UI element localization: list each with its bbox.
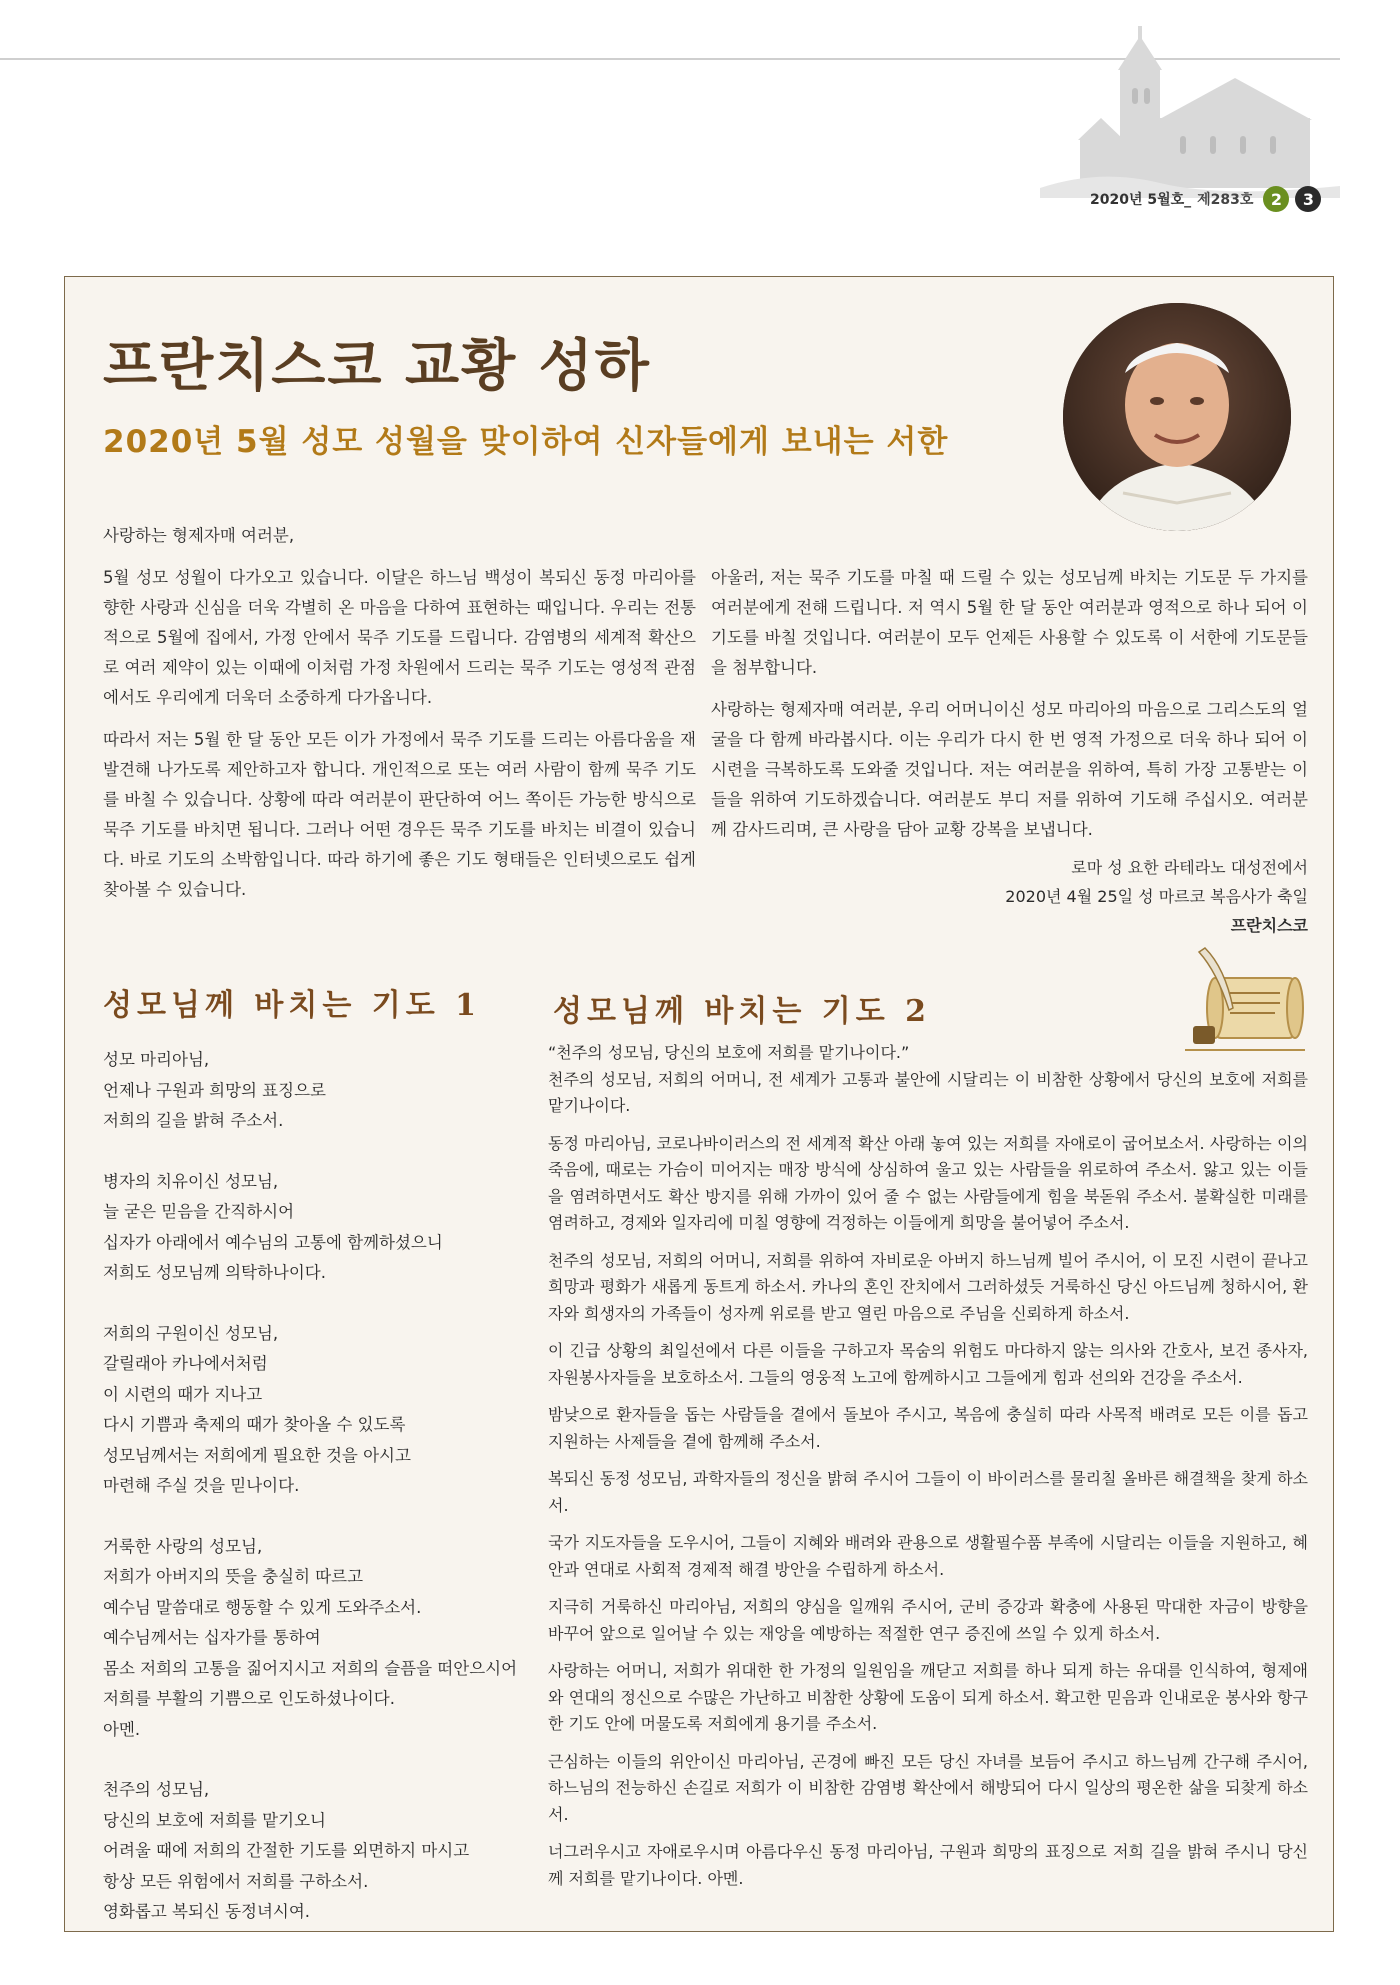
signature-place: 로마 성 요한 라테라노 대성전에서 [1071, 858, 1308, 877]
letter-paragraph: 사랑하는 형제자매 여러분, 우리 어머니이신 성모 마리아의 마음으로 그리스도의 얼굴을 다 함께 바라봅시다. 이는 우리가 다시 한 번 영적 가정으로 더욱 하나 되어 이 시련을 극복하도록 도와줄 것입니다. 저는 여러분을 위하여, 특히 가장 고통받는 이들을 위하여 기도하겠습니다. 여러분도 부디 저를 위하여 기도해 주십시오. 여러분께 감사드리며, 큰 사랑을 담아 교황 강복을 보냅니다. [711, 700, 1308, 839]
letter-left-column [103, 563, 696, 917]
greeting: 사랑하는 형제자매 여러분, [103, 526, 295, 545]
prayer2-opening-quote: “천주의 성모님, 당신의 보호에 저희를 맡기나이다.” [548, 1043, 910, 1062]
prayer1-line: 갈릴래아 카나에서처럼 [103, 1354, 268, 1373]
prayer2-paragraph: 동정 마리아님, 코로나바이러스의 전 세계적 확산 아래 놓여 있는 저희를 자애로이 굽어보소서. 사랑하는 이의 죽음에, 때로는 가슴이 미어지는 매장 방식에 상심하여 울고 있는 사람들을 위로하여 주소서. 앓고 있는 이들을 염려하면서도 확산 방지를 위해 가까이 있어 줄 수 없는 사람들에게 힘을 북돋워 주소서. 불확실한 미래를 염려하고, 경제와 일자리에 미칠 영향에 걱정하는 이들에게 희망을 불어넣어 주소서. [548, 1133, 1308, 1232]
prayer2-paragraph: 밤낮으로 환자들을 돕는 사람들을 곁에서 돌보아 주시고, 복음에 충실히 따라 사목적 배려로 모든 이를 돕고 지원하는 사제들을 곁에 함께해 주소서. [548, 1405, 1308, 1451]
pope-portrait [1063, 303, 1291, 531]
prayer1-line: 예수님께서는 십자가를 통하여 [103, 1628, 321, 1647]
prayer2-body [548, 1040, 1308, 1903]
prayer1-line: 성모님께서는 저희에게 필요한 것을 아시고 [103, 1445, 411, 1465]
prayer2-paragraph: 근심하는 이들의 위안이신 마리아님, 곤경에 빠진 모든 당신 자녀를 보듬어 주시고 하느님께 간구해 주시어, 하느님의 전능하신 손길로 저희가 이 비참한 감염병 확산에서 해방되어 다시 일상의 평온한 삶을 되찾게 하소서. [548, 1751, 1308, 1824]
prayer1-line: 성모 마리아님, [103, 1050, 210, 1069]
prayer1-line: 당신의 보호에 저희를 맡기오니 [103, 1810, 326, 1830]
prayer1-line: 저희도 성모님께 의탁하나이다. [103, 1263, 326, 1282]
prayer1-line: 거룩한 사랑의 성모님, [103, 1536, 263, 1556]
signature-name: 프란치스코 [1230, 916, 1308, 935]
issue-date: 2020년 5월호_ [1090, 192, 1192, 208]
prayer2-title: 성모님께 바치는 기도 2 [553, 994, 932, 1029]
prayer1-line: 저희가 아버지의 뜻을 충실히 따르고 [103, 1567, 364, 1586]
prayer2-paragraph: 천주의 성모님, 저희의 어머니, 저희를 위하여 자비로운 아버지 하느님께 빌어 주시어, 이 모진 시련이 끝나고 희망과 평화가 새롭게 동트게 하소서. 카나의 혼인 잔치에서 그러하셨듯 거룩하신 당신 아드님께 청하시어, 환자와 희생자의 가족들이 성자께 위로를 받고 열린 마음으로 주님을 신뢰하게 하소서. [548, 1250, 1308, 1323]
article-title: 프란치스코 교황 성하 [103, 334, 651, 399]
prayer1-line: 이 시련의 때가 지나고 [103, 1384, 263, 1404]
page-number-right: 3 [1295, 186, 1321, 212]
letter-paragraph: 따라서 저는 5월 한 달 동안 모든 이가 가정에서 묵주 기도를 드리는 아름다움을 재발견해 나가도록 제안하고자 합니다. 개인적으로 또는 여러 사람이 함께 묵주 기도를 바칠 수 있습니다. 상황에 따라 여러분이 판단하여 어느 쪽이든 가능한 방식으로 묵주 기도를 바치면 됩니다. 그러나 어떤 경우든 묵주 기도를 바치는 비결이 있습니다. 바로 기도의 소박함입니다. 따라 하기에 좋은 기도 형태들은 인터넷으로도 쉽게 찾아볼 수 있습니다. [103, 730, 696, 899]
prayer2-paragraph: 이 긴급 상황의 최일선에서 다른 이들을 구하고자 목숨의 위험도 마다하지 않는 의사와 간호사, 보건 종사자, 자원봉사자들을 보호하소서. 그들의 영웅적 노고에 함께하시고 그들에게 힘과 선의와 건강을 주소서. [548, 1341, 1308, 1387]
prayer1-line: 항상 모든 위험에서 저희를 구하소서. [103, 1871, 369, 1891]
prayer2-paragraph: 사랑하는 어머니, 저희가 위대한 한 가정의 일원임을 깨닫고 저희를 하나 되게 하는 유대를 인식하여, 형제애와 연대의 정신으로 수많은 가난하고 비참한 상황에 도움이 되게 하소서. 확고한 믿음과 인내로운 봉사와 항구한 기도 안에 머물도록 저희에게 용기를 주소서. [548, 1661, 1308, 1733]
prayer1-line: 영화롭고 복되신 동정녀시여. [103, 1902, 311, 1921]
signature-date: 2020년 4월 25일 성 마르코 복음사가 축일 [1005, 887, 1308, 906]
church-illustration-icon [1040, 18, 1340, 198]
signature-block [1005, 853, 1308, 940]
letter-right-column [711, 563, 1308, 857]
prayer1-line: 병자의 치유이신 성모님, [103, 1171, 279, 1191]
article-subtitle: 2020년 5월 성모 성월을 맞이하여 신자들에게 보내는 서한 [103, 424, 949, 460]
prayer2-paragraph: 국가 지도자들을 도우시어, 그들이 지혜와 배려와 관용으로 생활필수품 부족에 시달리는 이들을 지원하고, 혜안과 연대로 사회적 경제적 해결 방안을 수립하게 하소서. [548, 1533, 1308, 1579]
prayer1-line: 천주의 성모님, [103, 1780, 210, 1799]
prayer1-stanza [103, 1167, 543, 1289]
prayer1-title: 성모님께 바치는 기도 1 [103, 988, 482, 1023]
prayer1-line: 십자가 아래에서 예수님의 고통에 함께하셨으니 [103, 1232, 443, 1252]
prayer1-line: 몸소 저희의 고통을 짊어지시고 저희의 슬픔을 떠안으시어 [103, 1658, 518, 1678]
issue-info [1090, 186, 1321, 212]
prayer1-stanza [103, 1045, 543, 1137]
prayer1-line: 예수님 말씀대로 행동할 수 있게 도와주소서. [103, 1597, 422, 1617]
prayer2-text: 천주의 성모님, 저희의 어머니, 전 세계가 고통과 불안에 시달리는 이 비참한 상황에서 당신의 보호에 저희를 맡기나이다. [548, 1069, 1308, 1115]
prayer2-paragraph: 지극히 거룩하신 마리아님, 저희의 양심을 일깨워 주시어, 군비 증강과 확충에 사용된 막대한 자금이 방향을 바꾸어 앞으로 일어날 수 있는 재앙을 예방하는 적절한 연구 증진에 쓰일 수 있게 하소서. [548, 1597, 1308, 1643]
prayer1-line: 아멘. [103, 1719, 141, 1739]
prayer1-line: 어려울 때에 저희의 간절한 기도를 외면하지 마시고 [103, 1841, 470, 1860]
issue-number: 제283호 [1197, 192, 1254, 208]
prayer1-line: 언제나 구원과 희망의 표징으로 [103, 1080, 326, 1100]
prayer1-line: 저희를 부활의 기쁨으로 인도하셨나이다. [103, 1689, 395, 1708]
prayer1-line: 저희의 길을 밝혀 주소서. [103, 1111, 284, 1130]
letter-paragraph: 아울러, 저는 묵주 기도를 마칠 때 드릴 수 있는 성모님께 바치는 기도문 두 가지를 여러분에게 전해 드립니다. 저 역시 5월 한 달 동안 여러분과 영적으로 하나 되어 이 기도를 바칠 것입니다. 여러분이 모두 언제든 사용할 수 있도록 이 서한에 기도문들을 첨부합니다. [711, 568, 1308, 677]
prayer1-body [103, 1045, 543, 1958]
prayer1-line: 다시 기쁨과 축제의 때가 찾아올 수 있도록 [103, 1415, 406, 1434]
prayer1-line: 늘 굳은 믿음을 간직하시어 [103, 1202, 295, 1221]
letter-paragraph: 5월 성모 성월이 다가오고 있습니다. 이달은 하느님 백성이 복되신 동정 마리아를 향한 사랑과 신심을 더욱 각별히 온 마음을 다하여 표현하는 때입니다. 우리는 전통적으로 5월에 집에서, 가정 안에서 묵주 기도를 드립니다. 감염병의 세계적 확산으로 여러 제약이 있는 이때에 이처럼 가정 차원에서 드리는 묵주 기도는 영성적 관점에서도 우리에게 더욱더 소중하게 다가옵니다. [103, 568, 696, 707]
prayer1-line: 저희의 구원이신 성모님, [103, 1323, 279, 1343]
prayer1-stanza [103, 1532, 543, 1746]
prayer1-line: 마련해 주실 것을 믿나이다. [103, 1476, 300, 1495]
prayer1-stanza [103, 1319, 543, 1502]
prayer2-paragraph: 복되신 동정 성모님, 과학자들의 정신을 밝혀 주시어 그들이 이 바이러스를 물리칠 올바른 해결책을 찾게 하소서. [548, 1469, 1308, 1515]
prayer2-paragraph [548, 1040, 1308, 1120]
page-number-left: 2 [1263, 186, 1289, 212]
pope-portrait-icon [1063, 303, 1291, 531]
prayer1-stanza [103, 1775, 543, 1928]
prayer2-paragraph: 너그러우시고 자애로우시며 아름다우신 동정 마리아님, 구원과 희망의 표징으로 저희 길을 밝혀 주시니 당신께 저희를 맡기나이다. 아멘. [548, 1842, 1308, 1888]
